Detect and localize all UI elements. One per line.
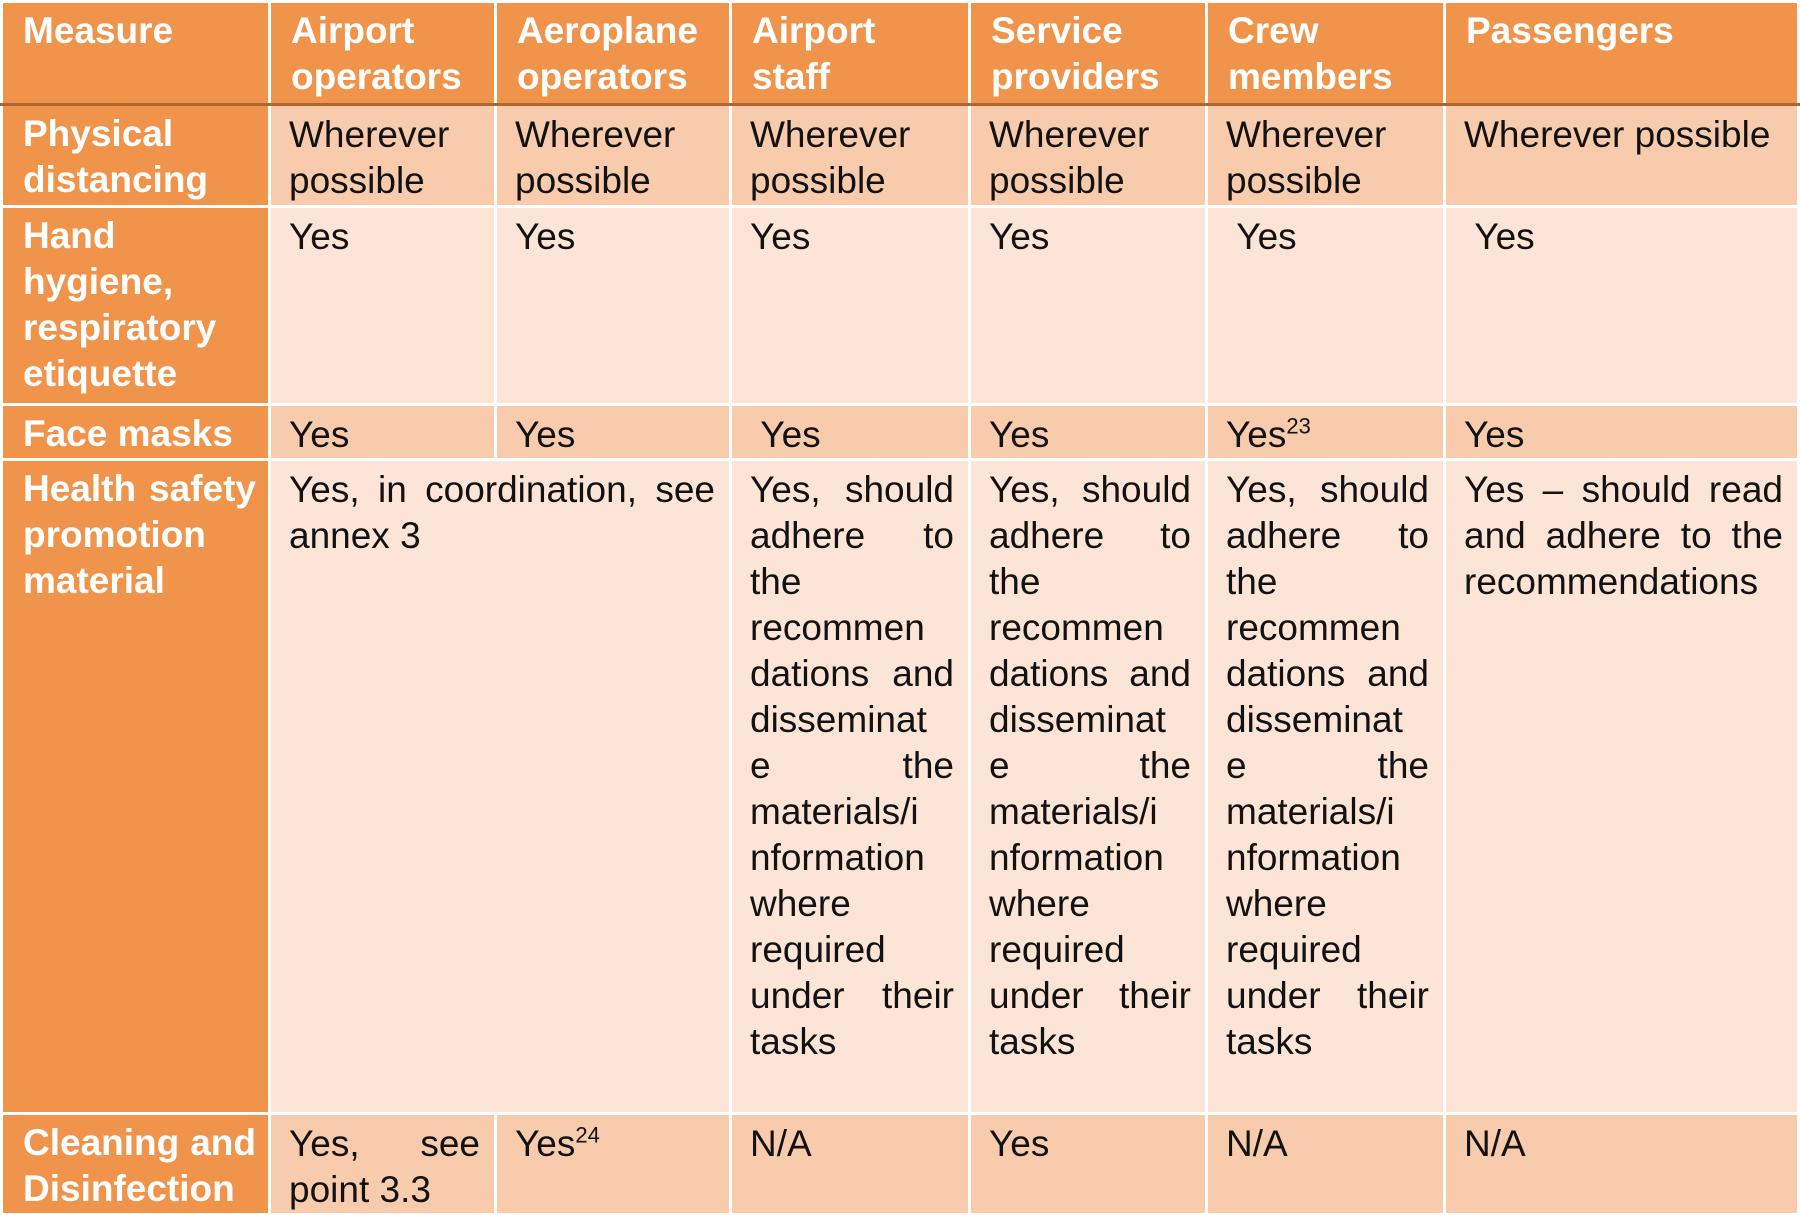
data-cell: Wherever possible — [732, 106, 968, 205]
table-row-cleaning-disinfection — [3, 1115, 1797, 1213]
header-label: Service providers — [991, 10, 1160, 97]
table-row-face-masks — [3, 406, 1797, 458]
header-cell-aeroplane-operators — [497, 3, 729, 103]
table-row-physical-distancing — [3, 106, 1797, 205]
row-label: Face masks — [3, 406, 268, 458]
header-label: Aeroplane operators — [517, 10, 698, 97]
data-cell-merged: Yes, in coordination, see annex 3 — [271, 461, 729, 1112]
header-divider-line — [0, 103, 1800, 106]
data-cell: Yes — [971, 1115, 1205, 1213]
header-label: Airport operators — [291, 10, 462, 97]
data-cell: Yes — [732, 406, 968, 458]
data-cell: Yes, should adhere to the recommen dations and disseminat e the materials/i nformation where required under their tasks — [732, 461, 968, 1112]
footnote-ref-24: 24 — [575, 1122, 600, 1148]
data-cell: Yes — [271, 406, 494, 458]
data-cell: Yes — [1446, 406, 1797, 458]
header-cell-passengers — [1446, 3, 1797, 103]
cell-value: Yes — [515, 1123, 576, 1164]
header-cell-airport-operators — [271, 3, 494, 103]
footnote-ref-23: 23 — [1286, 413, 1311, 439]
header-cell-airport-staff — [732, 3, 968, 103]
data-cell: Yes, should adhere to the recommen dations and disseminat e the materials/i nformation where required under their tasks — [1208, 461, 1443, 1112]
data-cell: Wherever possible — [497, 106, 729, 205]
data-cell: Yes — [1208, 208, 1443, 403]
data-cell: Yes — [497, 406, 729, 458]
table-row-health-safety-promotion — [3, 461, 1797, 1112]
data-cell: Yes — [497, 208, 729, 403]
header-cell-crew-members — [1208, 3, 1443, 103]
data-cell-with-footnote — [497, 1115, 729, 1213]
data-cell: Yes — [971, 208, 1205, 403]
row-label: Health safety promotion material — [3, 461, 268, 1112]
data-cell: Yes — [971, 406, 1205, 458]
data-cell: N/A — [1208, 1115, 1443, 1213]
data-cell: Wherever possible — [1446, 106, 1797, 205]
data-cell: Yes — [732, 208, 968, 403]
header-label: Crew members — [1228, 10, 1393, 97]
header-cell-measure — [3, 3, 268, 103]
data-cell: Yes – should read and adhere to the recommendations — [1446, 461, 1797, 1112]
data-cell: Wherever possible — [1208, 106, 1443, 205]
data-cell: Wherever possible — [271, 106, 494, 205]
data-cell: Wherever possible — [971, 106, 1205, 205]
header-label: Passengers — [1466, 10, 1674, 51]
header-cell-service-providers — [971, 3, 1205, 103]
row-label: Hand hygiene, respiratory etiquette — [3, 208, 268, 403]
data-cell: N/A — [732, 1115, 968, 1213]
row-label: Physical distancing — [3, 106, 268, 205]
header-row — [3, 3, 1797, 103]
data-cell: Yes, should adhere to the recommen dations and disseminat e the materials/i nformation where required under their tasks — [971, 461, 1205, 1112]
table-row-hand-hygiene — [3, 208, 1797, 403]
row-label: Cleaning and Disinfection — [3, 1115, 268, 1213]
data-cell: Yes — [1446, 208, 1797, 403]
header-label: Measure — [23, 10, 174, 51]
data-cell: Yes, see point 3.3 — [271, 1115, 494, 1213]
cell-value: Yes — [1226, 414, 1287, 455]
header-label: Airport staff — [752, 10, 876, 97]
data-cell: N/A — [1446, 1115, 1797, 1213]
data-cell-with-footnote — [1208, 406, 1443, 458]
data-cell: Yes — [271, 208, 494, 403]
